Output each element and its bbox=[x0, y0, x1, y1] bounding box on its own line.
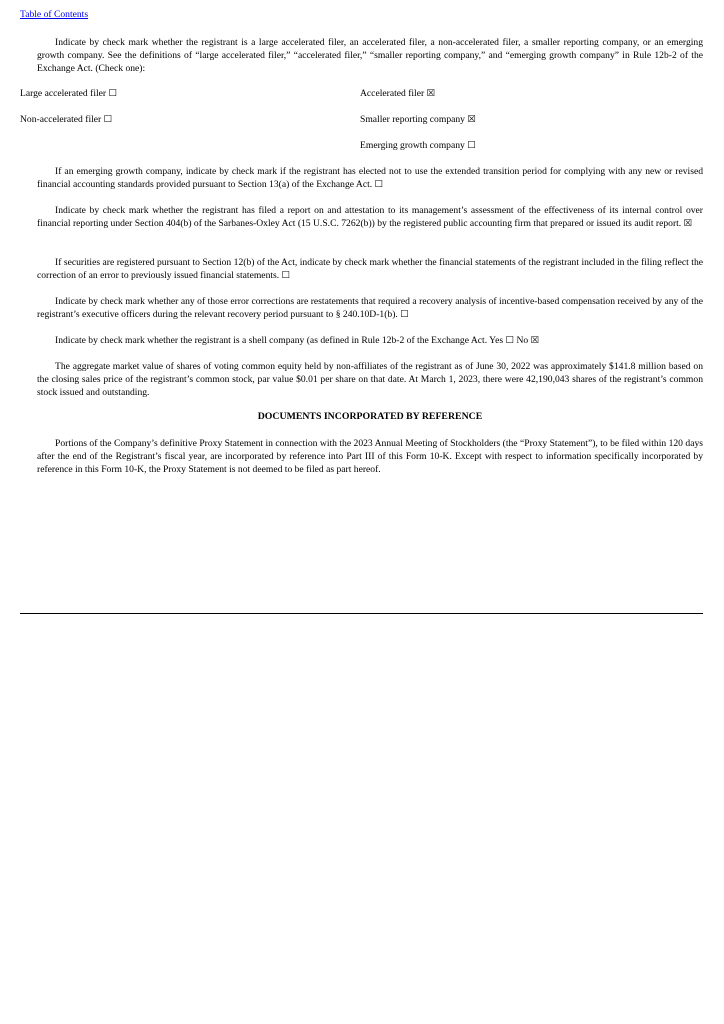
shell-company-paragraph: Indicate by check mark whether the registrant is a shell company (as defined in Rule 12b-2 of the Exchange Act. Yes ☐ No ☒ bbox=[55, 335, 540, 346]
internal-control-paragraph: Indicate by check mark whether the registrant has filed a report on and attestation to its management’s assessment of the effectiveness of its internal control over financial reporting under Section 404(b) of the Sarbanes-Oxley Act (15 U.S.C. 7262(b)) by the registered public accounting firm that prepared or issued its audit report. ☒ bbox=[37, 205, 703, 229]
emerging-growth-company-option: Emerging growth company ☐ bbox=[360, 140, 476, 151]
page-divider-rule bbox=[20, 613, 703, 614]
proxy-statement-paragraph: Portions of the Company’s definitive Proxy Statement in connection with the 2023 Annual Meeting of Stockholders (the “Proxy Statement”), to be filed within 120 days after the end of the Registrant’s fiscal year, are incorporated by reference into Part III of this Form 10-K. Except with respect to information specifically incorporated by reference in this Form 10-K, the Proxy Statement is not deemed to be filed as part hereof. bbox=[37, 438, 703, 475]
accelerated-filer-option: Accelerated filer ☒ bbox=[360, 88, 436, 99]
non-accelerated-filer-option: Non-accelerated filer ☐ bbox=[20, 114, 113, 125]
smaller-reporting-company-option: Smaller reporting company ☒ bbox=[360, 114, 476, 125]
table-of-contents-link[interactable]: Table of Contents bbox=[20, 9, 89, 20]
transition-period-paragraph: If an emerging growth company, indicate by check mark if the registrant has elected not to use the extended transition period for complying with any new or revised financial accounting standards provided pursuant to Section 13(a) of the Exchange Act. ☐ bbox=[37, 166, 703, 190]
filer-status-paragraph: Indicate by check mark whether the registrant is a large accelerated filer, an accelerated filer, a non-accelerated filer, a smaller reporting company, or an emerging growth company. See the definitions of “large accelerated filer,” “accelerated filer,” “smaller reporting company,” and “emerging growth company” in Rule 12b-2 of the Exchange Act. (Check one): bbox=[37, 37, 703, 74]
recovery-analysis-paragraph: Indicate by check mark whether any of those error corrections are restatements that required a recovery analysis of incentive-based compensation received by any of the registrant’s executive officers during the relevant recovery period pursuant to § 240.10D-1(b). ☐ bbox=[37, 296, 703, 320]
documents-incorporated-heading: DOCUMENTS INCORPORATED BY REFERENCE bbox=[257, 411, 483, 422]
large-accelerated-filer-option: Large accelerated filer ☐ bbox=[20, 88, 118, 99]
error-correction-paragraph: If securities are registered pursuant to Section 12(b) of the Act, indicate by check mark whether the financial statements of the registrant included in the filing reflect the correction of an error to previously issued financial statements. ☐ bbox=[37, 257, 703, 281]
market-value-paragraph: The aggregate market value of shares of voting common equity held by non-affiliates of the registrant as of June 30, 2022 was approximately $141.8 million based on the closing sales price of the registrant’s common stock, par value $0.01 per share on that date. At March 1, 2023, there were 42,190,043 shares of the registrant’s common stock issued and outstanding. bbox=[37, 361, 703, 398]
